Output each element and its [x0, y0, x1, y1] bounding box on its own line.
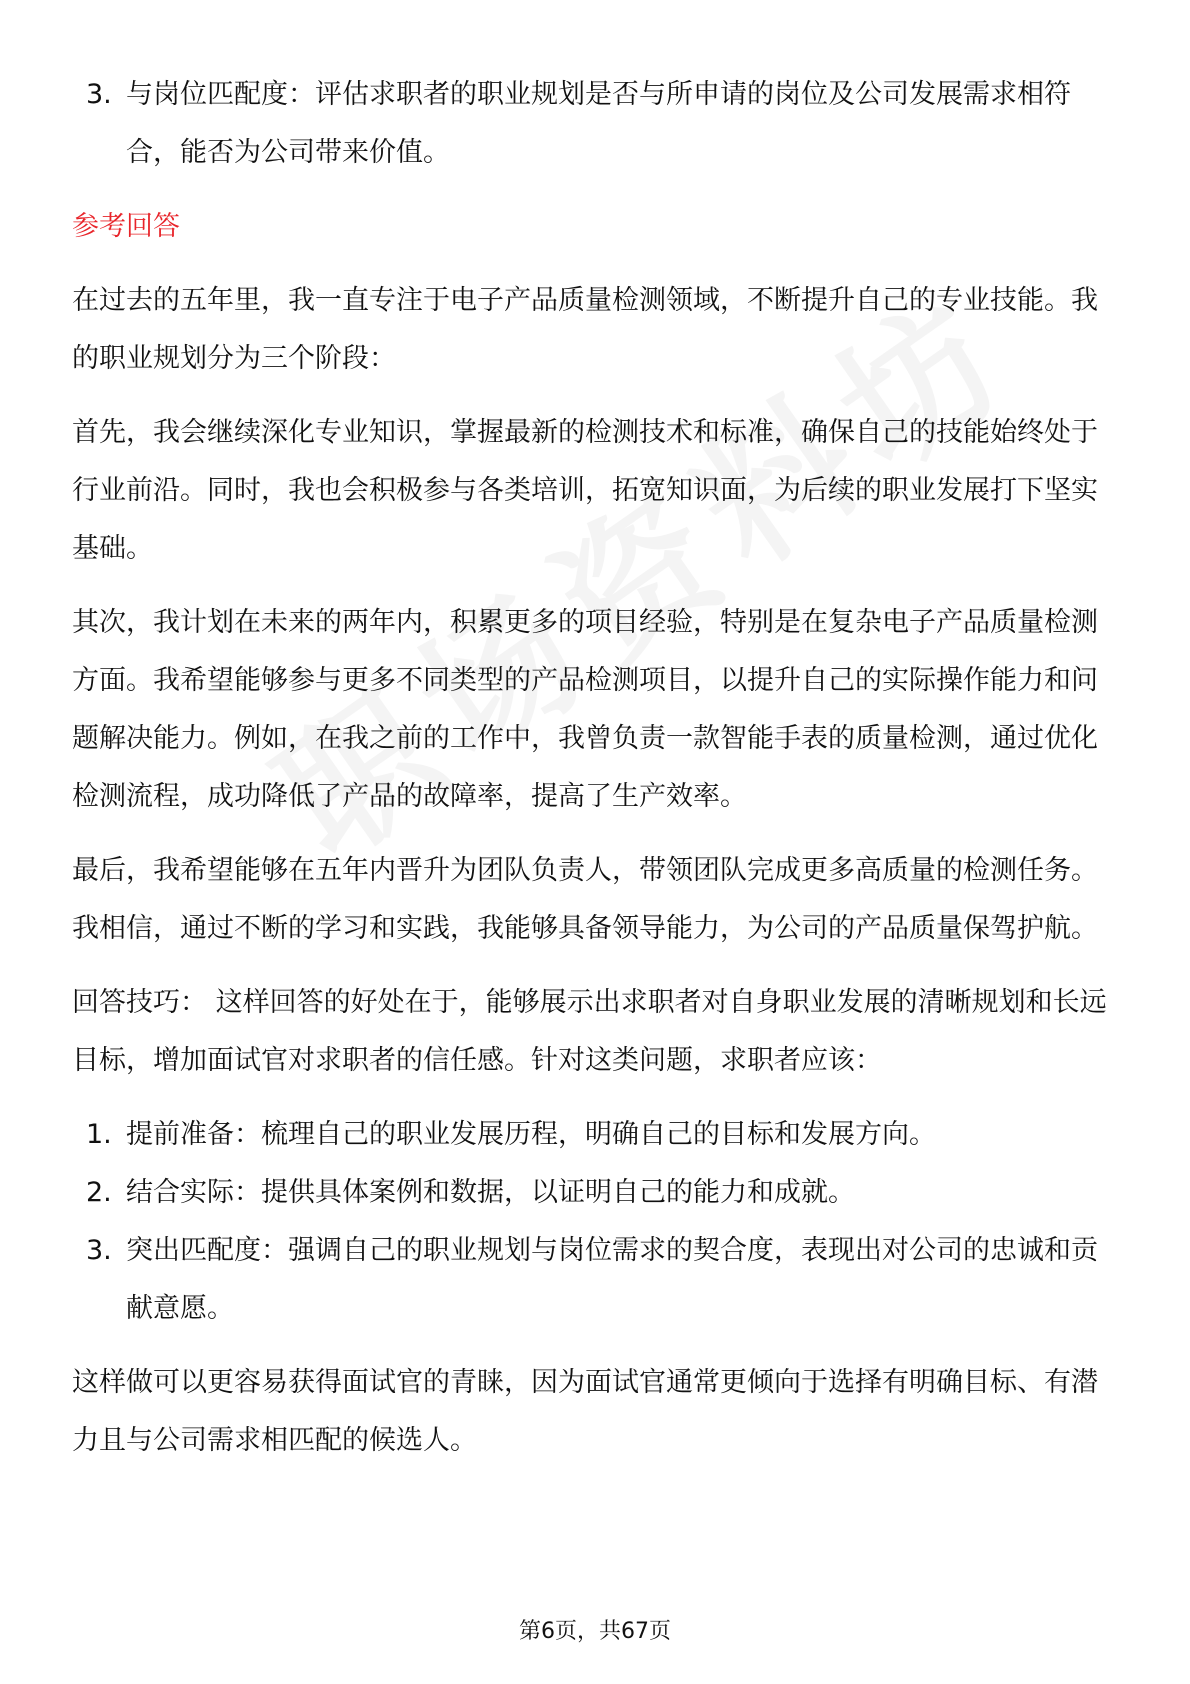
list-text: 突出匹配度：强调自己的职业规划与岗位需求的契合度，表现出对公司的忠诚和贡献意愿。 [126, 1235, 1098, 1324]
paragraph-tips: 回答技巧： 这样回答的好处在于，能够展示出求职者对自身职业发展的清晰规划和长远目标，增加面试官对求职者的信任感。针对这类问题，求职者应该： [72, 987, 1107, 1076]
list-text: 结合实际：提供具体案例和数据，以证明自己的能力和成就。 [126, 1177, 855, 1208]
list-number: 1. [86, 1119, 112, 1150]
section-heading: 参考回答 [72, 211, 180, 242]
paragraph-closing: 这样做可以更容易获得面试官的青睐，因为面试官通常更倾向于选择有明确目标、有潜力且与公司需求相匹配的候选人。 [72, 1367, 1098, 1456]
list-text: 与岗位匹配度：评估求职者的职业规划是否与所申请的岗位及公司发展需求相符合，能否为公司带来价值。 [126, 79, 1071, 168]
list-number: 3. [86, 1235, 112, 1266]
tips-list [72, 1106, 1122, 1338]
list-item [72, 1164, 1122, 1222]
list-number: 2. [86, 1177, 112, 1208]
paragraph-first: 首先，我会继续深化专业知识，掌握最新的检测技术和标准，确保自己的技能始终处于行业前沿。同时，我也会积极参与各类培训，拓宽知识面，为后续的职业发展打下坚实基础。 [72, 417, 1098, 564]
paragraph-second: 其次，我计划在未来的两年内，积累更多的项目经验，特别是在复杂电子产品质量检测方面。我希望能够参与更多不同类型的产品检测项目，以提升自己的实际操作能力和问题解决能力。例如，在我之前的工作中，我曾负责一款智能手表的质量检测，通过优化检测流程，成功降低了产品的故障率，提高了生产效率。 [72, 607, 1098, 812]
paragraph-final: 最后，我希望能够在五年内晋升为团队负责人，带领团队完成更多高质量的检测任务。我相信，通过不断的学习和实践，我能够具备领导能力，为公司的产品质量保驾护航。 [72, 855, 1098, 944]
list-item [72, 1106, 1122, 1164]
list-item [72, 1222, 1122, 1338]
page-number: 第6页，共67页 [519, 1619, 671, 1644]
list-item [72, 66, 1122, 182]
page-content [72, 66, 1122, 1470]
list-text: 提前准备：梳理自己的职业发展历程，明确自己的目标和发展方向。 [126, 1119, 936, 1150]
criteria-list [72, 66, 1122, 182]
paragraph-intro: 在过去的五年里，我一直专注于电子产品质量检测领域，不断提升自己的专业技能。我的职业规划分为三个阶段： [72, 285, 1098, 374]
list-number: 3. [86, 79, 112, 110]
